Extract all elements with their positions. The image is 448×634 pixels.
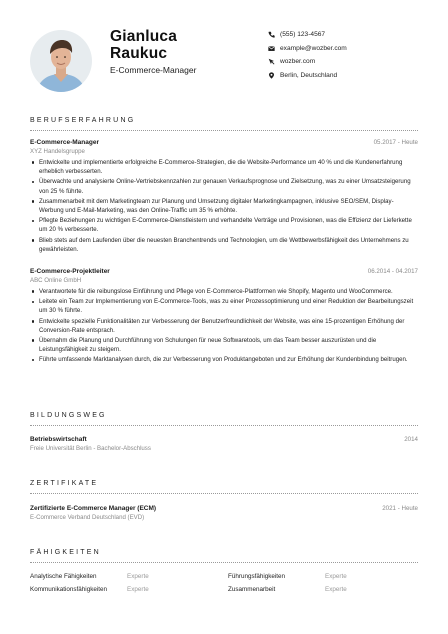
contact-website[interactable] — [268, 55, 347, 69]
list-item: Leitete ein Team zur Implementierung von E-Commerce-Tools, was zu einer Prozessoptimierung und einer Reduktion der Bearbeitungszeit um 30 % führte. — [30, 297, 418, 315]
certificate-dates: 2021 - Heute — [382, 505, 418, 512]
candidate-name — [110, 28, 177, 62]
skill-name: Analytische Fähigkeiten — [30, 573, 97, 580]
contact-list — [268, 28, 347, 82]
job-dates-2: 06.2014 - 04.2017 — [367, 268, 418, 275]
phone-icon — [268, 31, 280, 38]
list-item: Pflegte Beziehungen zu wichtigen E-Commerce-Dienstleistern und verhandelte Verträge und Provisionen, was die Effizienz der Lieferkette um 20 % verbesserte. — [30, 216, 418, 234]
section-title-education: BILDUNGSWEG — [30, 412, 107, 419]
skill-level: Experte — [325, 573, 347, 580]
list-item: Übernahm die Planung und Durchführung von Schulungen für neue Softwaretools, um das Team besser auszurüsten und die Leistungsfähigkeit zu steigern. — [30, 336, 418, 354]
list-item: Blieb stets auf dem Laufenden über die neuesten Branchentrends und Technologien, um die Wettbewerbsfähigkeit des Unternehmens zu gewährleisten. — [30, 236, 418, 254]
section-divider — [30, 130, 418, 131]
contact-location-text: Berlin, Deutschland — [280, 71, 338, 79]
education-year: 2014 — [404, 436, 418, 443]
list-item: Verantwortete für die reibungslose Einführung und Pflege von E-Commerce-Plattformen wie Shopify, Magento und WooCommerce. — [30, 287, 418, 296]
skill-level: Experte — [325, 586, 347, 593]
job-company-2: ABC Online GmbH — [30, 277, 82, 284]
job-title: E-Commerce-Manager — [110, 65, 197, 75]
last-name: Raukuc — [110, 45, 168, 62]
skill-level: Experte — [127, 586, 149, 593]
section-divider — [30, 425, 418, 426]
list-item: Entwickelte und implementierte erfolgreiche E-Commerce-Strategien, die die Website-Performance um 40 % und die Kundenerfahrung erheblich verbesserten. — [30, 158, 418, 176]
section-title-certificates: ZERTIFIKATE — [30, 480, 99, 487]
skill-name: Führungsfähigkeiten — [228, 573, 286, 580]
link-icon — [268, 58, 280, 65]
contact-website-text: wozber.com — [280, 58, 316, 66]
list-item: Führte umfassende Marktanalysen durch, die zur Verbesserung von Produktangeboten und zur Erhöhung der Kundenbindung beitrugen. — [30, 355, 418, 364]
mail-icon — [268, 45, 280, 52]
certificate-issuer: E-Commerce Verband Deutschland (EVD) — [30, 514, 145, 521]
skill-name: Kommunikationsfähigkeiten — [30, 586, 108, 593]
job-title-2: E-Commerce-Projektleiter — [30, 268, 110, 275]
section-title-skills: FÄHIGKEITEN — [30, 549, 101, 556]
list-item: Entwickelte spezielle Funktionalitäten zur Verbesserung der Benutzerfreundlichkeit der Website, was eine 15-prozentigen Erhöhung der Conversion-Rate entsprach. — [30, 317, 418, 335]
section-title-experience: BERUFSERFAHRUNG — [30, 117, 136, 124]
skill-level: Experte — [127, 573, 149, 580]
skill-name: Zusammenarbeit — [228, 586, 276, 593]
contact-phone — [268, 28, 347, 42]
job-bullets-2 — [30, 287, 418, 366]
list-item: Überwachte und analysierte Online-Vertriebskennzahlen zur genauen Verkaufsprognose und Zielsetzung, was zu einer Umsatzsteigerung von 25 % führte. — [30, 177, 418, 195]
first-name: Gianluca — [110, 28, 178, 45]
education-degree: Betriebswirtschaft — [30, 436, 87, 443]
job-title-1: E-Commerce-Manager — [30, 139, 99, 146]
avatar — [30, 30, 92, 92]
certificate-name: Zertifizierte E-Commerce Manager (ECM) — [30, 505, 157, 512]
contact-email-text: example@wozber.com — [280, 44, 347, 52]
location-pin-icon — [268, 72, 280, 79]
contact-phone-text: (555) 123-4567 — [280, 31, 326, 39]
contact-location — [268, 69, 347, 83]
job-dates-1: 05.2017 - Heute — [373, 139, 418, 146]
list-item: Zusammenarbeit mit dem Marketingteam zur Planung und Umsetzung digitaler Marketingkampagnen, inklusive SEO/SEM, Display-Werbung und E-Mail-Marketing, was den Online-Traffic um 35 % erhöhte. — [30, 197, 418, 215]
section-divider — [30, 562, 418, 563]
job-company-1: XYZ Handelsgruppe — [30, 148, 85, 155]
job-bullets-1 — [30, 158, 418, 255]
contact-email[interactable] — [268, 42, 347, 56]
education-school: Freie Universität Berlin - Bachelor-Abschluss — [30, 445, 151, 452]
section-divider — [30, 493, 418, 494]
